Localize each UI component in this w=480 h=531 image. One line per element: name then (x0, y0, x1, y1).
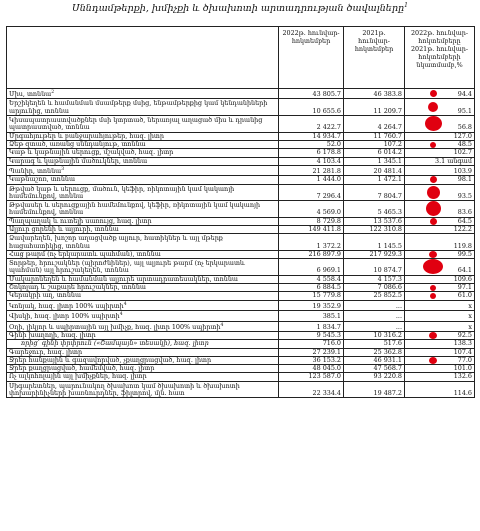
value-2022: 4 558.4 (279, 275, 344, 283)
table-row (7, 250, 475, 258)
table-row (7, 300, 475, 310)
table-row (7, 89, 475, 99)
table-row (7, 176, 475, 184)
value-2022: 14 934.7 (279, 132, 344, 140)
product-label: Ձավարեղեն, խոշոր աղացվածք ալյուր, հատիկներ և այլ մթերք հացահատիկից, տոննա (9, 234, 223, 250)
value-2022: 149 411.8 (279, 226, 344, 234)
table-row (7, 311, 475, 321)
production-table (6, 26, 475, 398)
percent-value: 92.5 (457, 330, 472, 339)
row-product-name (7, 321, 279, 331)
value-2022: 7 296.4 (279, 184, 344, 201)
value-2022: 216 897.9 (279, 250, 344, 258)
header-row (7, 27, 475, 89)
product-label: Մրգահյութեր և բանջարահյութեր, հազ. լիտր (9, 131, 164, 140)
value-2022: 123 587.0 (279, 373, 344, 381)
row-product-name (7, 250, 279, 258)
product-label: Օղի, լիկյոր և սպիրտային այլ խմիչք, հազ. լիտր 100% սպիրտի (9, 322, 221, 331)
percent-value: 93.5 (457, 191, 472, 200)
value-2021: 10 316.2 (344, 331, 405, 339)
percent-value: 95.1 (457, 106, 472, 115)
red-circle-marker (426, 201, 441, 216)
product-label: Կոնյակ, հազ. լիտր 100% սպիրտի (9, 301, 124, 310)
table-row (7, 201, 475, 218)
percent-value: 138.3 (453, 339, 472, 348)
product-label: Միս, տոննա (9, 90, 52, 99)
table-row (7, 381, 475, 398)
row-product-name (7, 300, 279, 310)
value-2021: 25 362.8 (344, 348, 405, 356)
product-label: Ջրեր քաղցրացված, համեմված, հազ. լիտր (9, 364, 155, 373)
value-2021: 4 264.7 (344, 116, 405, 133)
red-circle-marker (430, 293, 436, 299)
percent-value: x (468, 301, 472, 310)
value-2022: 6 178.8 (279, 149, 344, 157)
product-label: Շոկոլադ և շաքարե հրուշակներ, տոննա (9, 283, 146, 292)
value-2021: 6 014.2 (344, 149, 405, 157)
value-2021: 25 852.5 (344, 292, 405, 300)
value-2022: 21 281.8 (279, 165, 344, 175)
product-label: Թթված կաթ և սերուցք, մածուն, կեֆիր, ռիկոտային կամ կակաոյի համեմունքով, տոննա (9, 184, 235, 200)
percent-value: 3.1 անգամ (435, 156, 472, 165)
header-2021: 2021թ. հունվար-հոկտեմբեր (344, 27, 405, 89)
value-2021: 46 931.1 (344, 356, 405, 364)
row-product-name (7, 157, 279, 165)
row-product-name (7, 311, 279, 321)
value-2022: 36 153.2 (279, 356, 344, 364)
product-label: Հաց թարմ (ոչ երկարատև պահման), տոննա (9, 249, 161, 258)
percent-value: 64.5 (457, 216, 472, 225)
red-circle-marker (423, 259, 443, 274)
product-label: Ալյուր ցորենի և ալյուրի, տոննա (9, 225, 119, 233)
row-product-name (7, 234, 279, 251)
percent-value: 102.7 (453, 148, 472, 157)
row-product-name (7, 99, 279, 116)
percent-change (405, 99, 475, 116)
percent-change (405, 321, 475, 331)
percent-change (405, 300, 475, 310)
product-label: Կարագ և կաթնային մածուկներ, տոննա (9, 156, 148, 165)
red-circle-marker (429, 357, 437, 364)
percent-change (405, 176, 475, 184)
table-row (7, 184, 475, 201)
percent-change (405, 149, 475, 157)
percent-value: x (468, 312, 472, 321)
footnote-marker: 2 (51, 90, 55, 95)
product-label: Կաթ և կաթնային սերուցք, մշակված, հազ. լիտր (9, 148, 174, 157)
value-2022: 48 045.0 (279, 365, 344, 373)
value-2022: 27 239.1 (279, 348, 344, 356)
row-product-name (7, 381, 279, 398)
table-row (7, 259, 475, 276)
percent-value: 103.9 (453, 166, 472, 175)
product-label: Կիսապատրաստվածքներ մսի կտրտած, ներառյալ աղացած միս և դրանից պատրաստված, տոննա (9, 116, 263, 132)
product-label: Կերակրի աղ, տոննա (9, 291, 82, 300)
percent-change (405, 184, 475, 201)
table-row (7, 165, 475, 175)
value-2022: 10 655.6 (279, 99, 344, 116)
footnote-marker: 4 (119, 312, 123, 318)
value-2022: 19 352.9 (279, 300, 344, 310)
percent-change (405, 116, 475, 133)
header-percent: 2022թ. հունվար-հոկտեմբերը 2021թ. հունվար-հոկտեմբերի նկատմամբ,% (405, 27, 475, 89)
value-2022: 4 569.0 (279, 201, 344, 218)
product-label: Ձեթ զտած, առանց սննդանյութ, տոննա (9, 139, 146, 148)
row-product-name (7, 259, 279, 276)
product-label: Ոչ ալկոհոլային այլ խմիչքներ, հազ. լիտր (9, 372, 147, 381)
value-2022: 6 969.1 (279, 259, 344, 276)
row-product-name (7, 184, 279, 201)
value-2022: 22 334.4 (279, 381, 344, 398)
percent-value: 114.6 (453, 389, 472, 398)
percent-value: 98.1 (457, 175, 472, 184)
row-product-name (7, 89, 279, 99)
table-row (7, 116, 475, 133)
product-label: Պանիր, տոննա (9, 166, 62, 175)
header-2022: 2022թ. հունվար-հոկտեմբեր (279, 27, 344, 89)
percent-value: 61.0 (457, 291, 472, 300)
value-2021: 217 929.3 (344, 250, 405, 258)
percent-change (405, 226, 475, 234)
page-title: Սննդամթերքի, խմիչքի և ծխախոտի արտադրության ծավալները$^1$ (72, 2, 408, 15)
percent-value: 99.5 (457, 249, 472, 258)
product-label: Կաթնաշոռ, տոննա (9, 175, 76, 184)
value-2021: 93 220.8 (344, 373, 405, 381)
footnote-marker: 4 (220, 322, 224, 328)
product-label: Թթվասեր և սերուցքային համեմունքով, կեֆիր, ռիկոտային կամ կակաոյի համեմունքով, տոննա (9, 201, 261, 217)
red-circle-marker (425, 116, 442, 131)
red-circle-marker (430, 142, 436, 148)
product-label: Տորթեր, հրուշակներ (պիրոժնիներ), այլ ալյուրե թարմ (ոչ երկարատև պահման) այլ հրուշակեղեն, տոննա (9, 259, 245, 275)
percent-value: 77.0 (457, 355, 472, 364)
percent-value: 56.8 (457, 123, 472, 132)
value-2022: 1 372.2 (279, 234, 344, 251)
value-2021: 47 568.7 (344, 365, 405, 373)
red-circle-marker (430, 176, 437, 183)
product-label: որից՝ գինի փրփրուն («Շամպայն» տեսակի), հազ. լիտր (21, 339, 209, 348)
value-2021: 517.6 (344, 340, 405, 348)
percent-value: 127.0 (453, 131, 472, 140)
value-2021: 107.2 (344, 140, 405, 148)
product-label: Պաղպաղակ և ուտելի սառույց, հազ. լիտր (9, 216, 152, 225)
percent-value: 94.4 (457, 90, 472, 99)
percent-value: 122.2 (453, 225, 472, 233)
value-2021: 11 209.7 (344, 99, 405, 116)
table-row (7, 373, 475, 381)
value-2021: ... (344, 321, 405, 331)
row-product-name (7, 373, 279, 381)
percent-change (405, 340, 475, 348)
percent-change (405, 311, 475, 321)
percent-change (405, 373, 475, 381)
value-2021: 7 804.7 (344, 184, 405, 201)
table-row (7, 234, 475, 251)
value-2022: 1 834.7 (279, 321, 344, 331)
value-2022: 716.0 (279, 340, 344, 348)
value-2022: 8 729.8 (279, 217, 344, 225)
row-product-name (7, 226, 279, 234)
footnote-marker: 3 (61, 166, 65, 172)
percent-change (405, 157, 475, 165)
value-2021: 10 874.7 (344, 259, 405, 276)
row-product-name (7, 165, 279, 175)
product-label: Սիգարետներ, պարունակող ծխախոտ կամ ծխախոտի և ծխախոտի փոխարինիչների խառնուրդներ, ֆիլտրով, մլն. հատ (9, 381, 240, 398)
value-2021: ... (344, 311, 405, 321)
value-2021: 20 481.4 (344, 165, 405, 175)
product-label: Գինի խաղողի, հազ. լիտր (9, 330, 96, 339)
value-2022: 43 805.7 (279, 89, 344, 99)
percent-value: 132.6 (453, 372, 472, 381)
percent-value: 119.8 (453, 241, 472, 250)
header-product (7, 27, 279, 89)
percent-change (405, 89, 475, 99)
value-2022: 1 444.0 (279, 176, 344, 184)
product-label: Ջրեր հանքային և գազավորված, չքաղցրացված, հազ. լիտր (9, 355, 212, 364)
row-product-name (7, 292, 279, 300)
percent-value: 109.6 (453, 274, 472, 283)
value-2021: 11 760.7 (344, 132, 405, 140)
table-row (7, 292, 475, 300)
percent-change (405, 250, 475, 258)
percent-change (405, 259, 475, 276)
value-2022: 4 103.4 (279, 157, 344, 165)
product-label: Գարեջուր, հազ. լիտր (9, 347, 83, 356)
product-label: Վիսկի, հազ. լիտր 100% սպիրտի (9, 312, 120, 321)
row-product-name (7, 176, 279, 184)
value-2021: 19 487.2 (344, 381, 405, 398)
red-circle-marker (427, 186, 440, 199)
value-2022: 6 884.5 (279, 284, 344, 292)
value-2021: 4 157.3 (344, 275, 405, 283)
red-circle-marker (428, 102, 438, 112)
value-2021: 122 310.8 (344, 226, 405, 234)
table-row (7, 226, 475, 234)
value-2021: 1 145.5 (344, 234, 405, 251)
footnote-marker: 4 (123, 301, 127, 307)
value-2022: 385.1 (279, 311, 344, 321)
red-circle-marker (429, 332, 437, 339)
red-circle-marker (430, 285, 436, 291)
value-2021: 5 465.3 (344, 201, 405, 218)
percent-value: 97.1 (457, 283, 472, 292)
value-2022: 52.0 (279, 140, 344, 148)
percent-change (405, 381, 475, 398)
row-product-name (7, 201, 279, 218)
value-2022: 9 545.3 (279, 331, 344, 339)
red-circle-marker (430, 90, 437, 97)
percent-value: 107.4 (453, 347, 472, 356)
value-2021: 1 472.1 (344, 176, 405, 184)
table-row (7, 321, 475, 331)
value-2021: 1 345.1 (344, 157, 405, 165)
product-label: Մակարոնեղեն և համանման ալյուրե արտադրատեսակներ, տոննա (9, 274, 238, 283)
red-circle-marker (430, 218, 437, 225)
value-2021: ... (344, 300, 405, 310)
table-row (7, 99, 475, 116)
product-label: Երշիկեղեն և համանման մսամթերք մսից, ենթամթերքից կամ կենդանիների արյունից, տոննա (9, 99, 268, 115)
percent-value: 101.0 (453, 364, 472, 373)
percent-change (405, 201, 475, 218)
value-2022: 15 779.8 (279, 292, 344, 300)
percent-value: 64.1 (457, 266, 472, 275)
table-row (7, 157, 475, 165)
value-2022: 2 422.7 (279, 116, 344, 133)
value-2021: 13 537.6 (344, 217, 405, 225)
percent-value: 48.5 (457, 139, 472, 148)
percent-value: 83.6 (457, 208, 472, 217)
percent-change (405, 234, 475, 251)
value-2021: 7 086.6 (344, 284, 405, 292)
red-circle-marker (429, 251, 437, 258)
row-product-name (7, 116, 279, 133)
percent-value: x (468, 322, 472, 331)
percent-change (405, 292, 475, 300)
value-2021: 46 383.8 (344, 89, 405, 99)
